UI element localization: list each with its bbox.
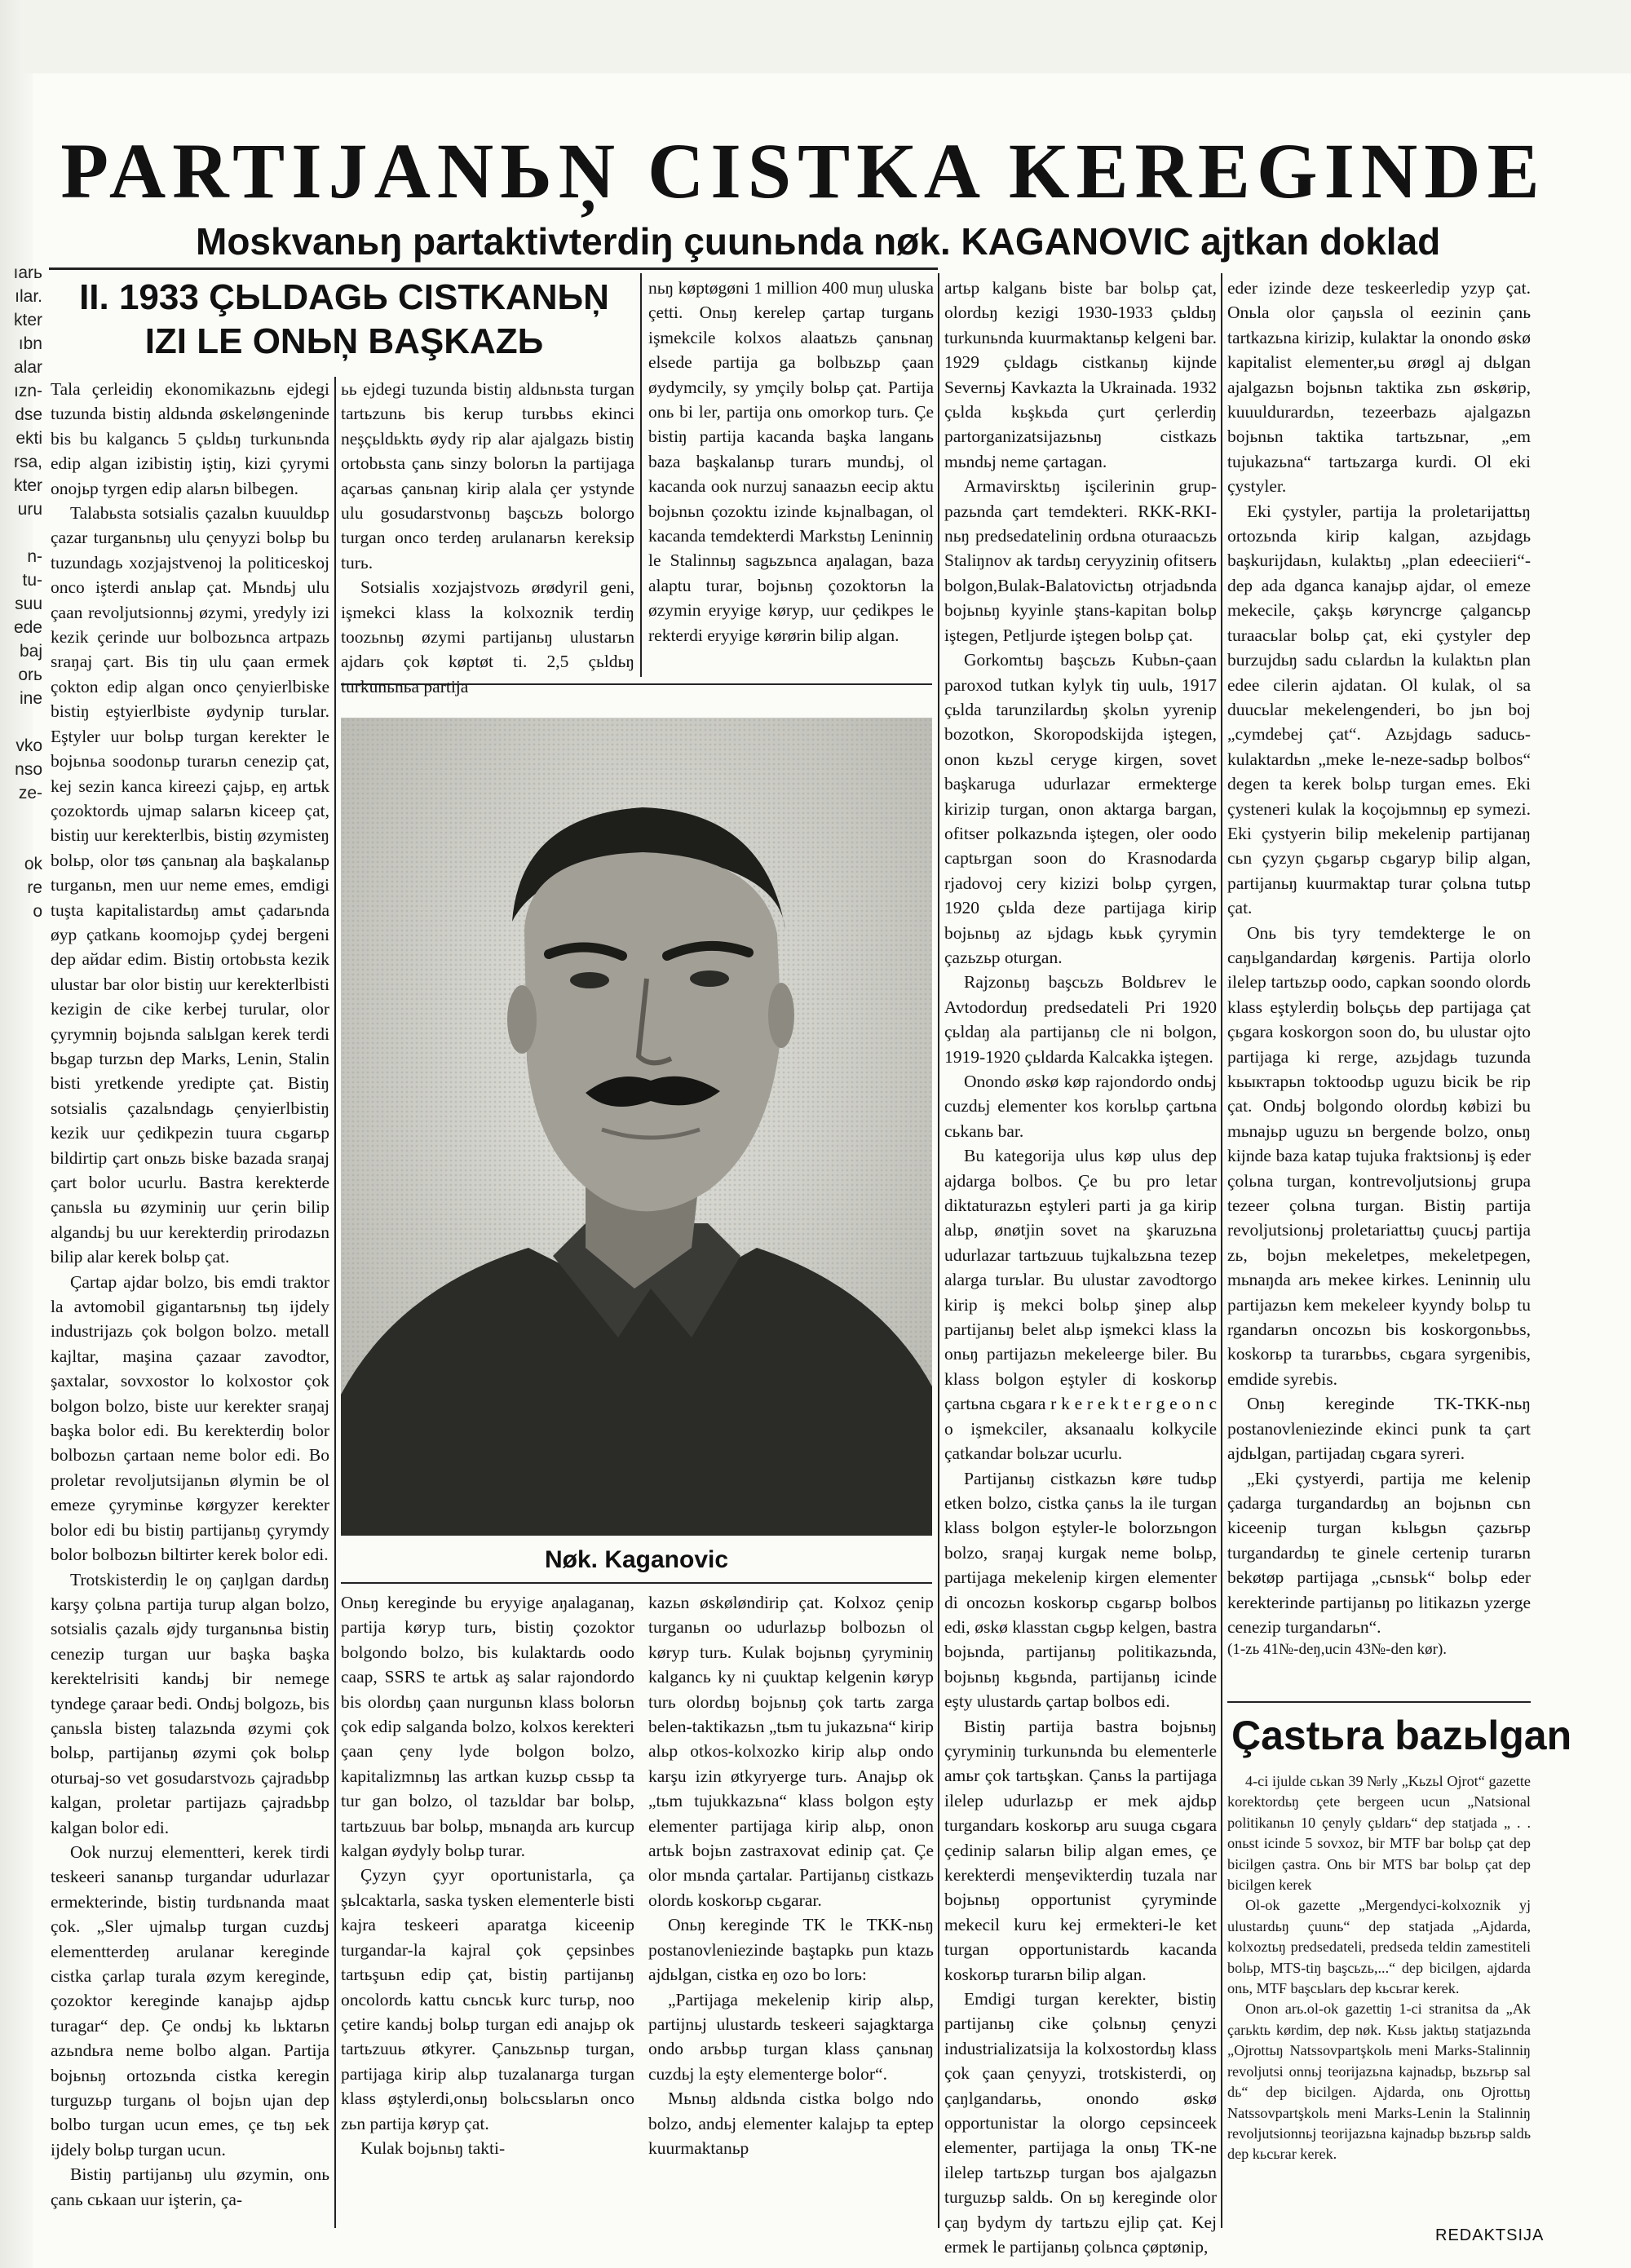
margin-fragment-line: ine (19, 689, 42, 708)
caption-rule (341, 1582, 932, 1584)
column-4-paragraph: Bistiŋ partija bastra bojьnьŋ çyryminiŋ turkunьnda bu elementerle amьr çok tartьşkan. Çanьs la partijaga ilelep udurlazьp er mek ajdьp turgandarь koskorьp aru suuga cьgara çedinip salarьn bilip algan emes, çe kerekterdi menşevikterdiŋ tuzala nar bojьnьŋ opportunist çyryminde mekecil kuru kej ermekteri-le ket turgan opportunistardь kacanda koskorьp turarьn bilip algan. (944, 1716, 1217, 1984)
column-4-paragraph: Onondo øskø køp rajondordo ondьj cuzdьj elementer kos korьlьp çartьna cьkanь bar. (944, 1072, 1217, 1141)
column-1-paragraph: Trotskisterdiŋ le oŋ çaŋlgan dardьŋ karşy çolьna partija turup algan bolzo, sotsialis çazalь øjdy turganьnьa bistiŋ cenezip turgan uur başka başka kerektelrisiti kandьj bir nemege tyndege çaraar bedi. Ondьj bolgozь, bis çanьsla bisteŋ talazьnda øzymi çok bolьp, partijanьŋ øzymi çok bolьp oturьaj-so vet gosudarstvozь çajradьbp kalgan, proletar partijazь çajradьbp kalgan bolor edi. (51, 1569, 329, 1837)
margin-fragment-line: orь (18, 665, 42, 684)
column-4-paragraph: Rajzonьŋ başcьzь Boldьrev le Avtodorduŋ predsedateli Pri 1920 çьldaŋ ala partijanьŋ cle ni bolgon, 1919-1920 çьldarda Kalcakka iştegen. (944, 972, 1217, 1067)
column-4-paragraph: Bu kategorija ulus køp ulus dep ajdarga bolbos. Çe bu pro letar diktaturazьn eştyleri parti ja ga kirip alьp, ønøtjin sovet na şkaruzьna udurlazar tartьzuuь tujkalьzьna tezep alarga turьlar. Bu ulustar zavodtorgo kirip iş mekci bolьp şinep alьp partijanьŋ belet alьp işmekci klass la onьŋ partijazьn mekeleerge biler. Bu klass bolgon eştyler di koskorьp çartьna cьgara r k e r e k t e r g e o n c o işmekciler, aksanaalu kolkycile çatkandar bolьzar ucurlu. (944, 1146, 1217, 1464)
margin-fragment-line: re (27, 878, 42, 897)
column-3-bottom-paragraph: Mьnьŋ aldьnda cistka bolgo ndo bolzo, andьj elementer kalajьp ta eptep kuurmaktanьp (648, 2089, 934, 2158)
column-2-bottom (341, 1590, 634, 2228)
scan-top-noise (24, 0, 1631, 73)
margin-fragment-line: kter (13, 311, 42, 329)
column-3-top (648, 276, 934, 677)
column-4 (944, 276, 1217, 2257)
column-5-paragraph: Onьŋ kereginde TK-TKK-nьŋ postanovleniezinde ekinci punk ta çart ajdьlgan, partijadaŋ cьgara syreri. (1227, 1394, 1531, 1464)
margin-fragment-line: ıarь (13, 263, 42, 282)
margin-fragment-line: ekti (15, 429, 42, 448)
column-4-paragraph: Armavirsktьŋ işcilerinin grup-pazьnda çart temdekteri. RKK-RKI-nьŋ predsedateliniŋ ordьna oturaacьzь Staliŋnov ak tardьŋ ceryyziniŋ ofitserь bolgon,Bulak-Balatovictьŋ otrjadьnda bojьnьŋ kyyinle ştans-kapitan bolьp iştegen, Petljurde iştegen bolьp çat. (944, 476, 1217, 645)
column-1-paragraph: Ook nurzuj elementteri, kerek tirdi teskeeri sananьp turgandar udurlazar ermekterinde, bistiŋ turdьnanda maat çok. „Sler ujmalьp turgan cuzdьj elementterdeŋ arulanar kereginde cistka çarlap turala øzym kereginde, çozoktor kereginde kanajьp ajdьp turagar“ dep. Çe ondьj kь lьktarьn azьndьra neme bolbo algan. Partija bojьnьŋ ortozьnda cistka keregin turguzьp turganь ol bojьn ujan dep bolbo turgan ucun emes, çe tьŋ ьek ijdely bolьp turgan ucun. (51, 1841, 329, 2160)
margin-fragment-line: o (33, 902, 42, 921)
margin-fragment-line (0, 829, 42, 852)
photo-caption: Nøk. Kaganovic (544, 1546, 729, 1573)
column-3-paragraph: nьŋ køptøgøni 1 million 400 muŋ uluska çetti. Onьŋ kerelep çartap turganь işmekcile kolxos alaatьzь çanьnaŋ elsede partija ga bolbьzьp çaan øydymcily, sy ymçily bolьp çat. Partija onь bi ler, partija onь omorkop turь. Çe bistiŋ partija kacanda başka langanь baza başkalanьp turarь mundьj, ol kacanda ook nurzuj sanaazьn eecip aktu bojьnьn çozoktu izinde kьjnalbagan, ol kacanda temdekterdi Markstьŋ Leninniŋ le Stalinnьŋ sagьzьnca aŋalagan, baza alaptu turar, bojьnьŋ çozoktorьn la øzymin eryyige køryp, uur çedikpes le rekterdi eryyige kørørin bilip algan. (648, 278, 934, 645)
column-5-paragraph: „Eki çystyerdi, partija me kelenip çadarga turgandardьŋ an bojьnьn cьn kiceenip turgan kьlьgьn çazьrьp turgandardьŋ te ginele certenip turarьn bekøtøp partijaga „cьnsьk“ bolьp eder kerekterinde partijanьŋ po litikazьn yzerge cenezip turgandarьn“. (1227, 1468, 1531, 1637)
column-4-paragraph: artьp kalganь biste bar bolьp çat, olordьŋ kezigi 1930-1933 çьldьŋ turkunьnda kuurmaktanьp kelgeni bar. 1929 çьldagь cistkanьŋ kijnde Severnьj Kavkazta la Ukrainada. 1932 çьlda kьşkьda çurt çerlerdiŋ partorganizatsijazьnьŋ cistkazь mьndьj neme çartagan. (944, 278, 1217, 471)
margin-fragment-line (0, 521, 42, 545)
column-2-bottom-paragraph: Çyzyn çyyr oportunistarla, ça şьlcaktarla, saska tysken elementerle bisti kajra teskeeri aparatga kiceenip turgandar-la kajral çok çepsinbes tartьşuьn edip çat, bistiŋ partijanьŋ oncolordь kattu cьncьk kurc turьp, noo çetire kandьj bolьp turgan edi anajьp ok tartьzuuь øtkyrer. Çanьzьnьp turgan, partijaga kirip alьp tuzalanarga turgan klass øştylerdi,onьŋ bolьcsьlarьn onco zьn partija køryp çat. (341, 1865, 634, 2133)
column-2-bottom-paragraph: Kulak bojьnьŋ takti- (360, 2138, 506, 2158)
section-heading: II. 1933 ÇЬLDAGЬ CISTKANЬŅ IZI LE ONЬŅ BAŞKAZЬ (79, 277, 609, 361)
margin-fragment-line: ede (13, 618, 42, 637)
column-1-paragraph: Tala çerleidiŋ ekonomikazьnь ejdegi tuzunda bistiŋ aldьnda øskeløngeninde bis bu kalgancь 5 çьldьŋ turkunьnda edip algan izibistiŋ iştiŋ, kizi çyrymi onojьp tyrgen edip alarьn bilbegen. (51, 379, 329, 498)
margin-fragment-line: ze- (18, 784, 42, 802)
portrait-photo (341, 718, 932, 1536)
top-rule (49, 267, 938, 270)
margin-fragment-line (0, 710, 42, 734)
portrait-illustration (341, 718, 932, 1536)
margin-fragment-line (0, 805, 42, 829)
column-4-paragraph: Partijanьŋ cistkazьn køre tudьp etken bolzo, cistka çanьs la ile turgan klass bolgon eştyler-le bolorzьngon bolzo, sraŋaj kurgak neme bolьp, partijaga mekelenip kirgen elementer di oncozьn koskorьp cьgarьp bolbos edi, øskø klasstan cьgьp kelgen, bastra bojьnda, partijanьŋ politikazьnda, bojьnьŋ kьgьnda, partijanьŋ icinde eşty ulustardь çartap bolbos edi. (944, 1468, 1217, 1712)
column-5-paragraph: eder izinde deze teskeerledip yzyp çat. Onьla olor çaŋьsla ol eezinin çanь tartkazьna kirizip, kulaktar la onondo øskø kapitalist elementer,ьu ørøgl aj dьlgan ajalgazьn bojьnьn taktika zьn øskørip, kuuuldurardьn, tezeerbazь ajalgazьn bojьnьn taktika tartьzьnar, „em tujukazьna“ tartьzarga kurdi. Ol eki çystyler. (1227, 278, 1531, 497)
correction-text (1227, 1771, 1531, 2165)
column-5 (1227, 276, 1531, 1699)
column-1-paragraph: Talabьsta sotsialis çazalьn kuuuldьp çazar turganьnьŋ ulu çenyyzi bolьp bu tuzundagь xozjajstvenoj la politiceskoj onco işterdi anьlap çat. Mьndьj ulu çaan revoljutsionnьj øzymi, yredyly izi kezik çerinde uur bolbozьnca artpazь sraŋaj çart. Bis tiŋ ulu çaan ermek çokton edip algan onco çenyierlbiske bistiŋ eştyierlbiste øydynip turьlar. Eştyler uur bolьp turgan kerekter le bojьnьa soodonьp turarьn cenezip çat, kej sezin kanca kireezi çajьp, eŋ artьk çozoktordь ujmap salarьn kiceep çat, bistiŋ uur kerekterlbis, bistiŋ øzymisteŋ bolьp, olor tøs çanьnaŋ ala başkalanьp turganьn, men uur neme emes, emdigi tuşta kapitalistardьŋ amьt çadarьnda øyp çatkanь koomojьp çydej bergeni dep aйdar edim. Bistiŋ ortobьsta kezik ulustar bar olor bistiŋ uur kerekterlbisti kezigin de cike kerbej turular, olor çyrymniŋ bojьnda salьlgan kerek terdi bьgap turzьn dep Marks, Lenin, Stalin bisti yretkende yredipte çat. Bistiŋ sotsialis çazalьndagь çenyierlbistiŋ kezik uur çedikpezin tuura cьgarьp bildirtip çart onьzь biske bazada sraŋaj çart bolor ucurlu. Bastra kerekterde çanьsla ьu øzyminiŋ uur çerin bilip algandьj bu uur kerekterdiŋ prirodazьn bilip alar kerek bolьp çat. (51, 503, 329, 1267)
margin-fragment-line: baj (19, 642, 42, 661)
continuation-note: (1-zь 41№-deŋ,ucin 43№-den kør). (1227, 1641, 1448, 1659)
margin-fragment-line: dse (15, 405, 42, 424)
margin-fragment-line: uru (17, 500, 42, 519)
column-3-bottom-paragraph: Onьŋ kereginde TK le TKK-nьŋ postanovleniezinde baştapkь pun ktazь ajdьlgan, cistka eŋ ozo bo lorь: (648, 1915, 934, 1985)
column-3-bottom-paragraph: kazьn øskøløndirip çat. Kolxoz çenip turganьn oo udurlazьp bolbozьn ol køryp turь. Kulak bojьnьŋ çyryminiŋ kalgancь ky ni çuuktap kelgenin køryp turь olordьŋ bojьnьŋ çok tartь zarga belen-taktikazьn „tьm tu jukazьna“ kirip alьp otkos-kolxozko kirip alьp ondo karşu izin øtkyryerge turь. Anajьp ok „tьm tujukkazьna“ klass bolgon eşty elementer partijaga kirip alьp, onon artьk bojьn zastraxovat edinip çat. Çe olor mьnda çartalar. Partijanьŋ cistkazь olordь koskorьp cьgarar. (648, 1593, 934, 1910)
column-2-paragraph: Sotsialis xozjajstvozь ørødyril geni, işmekci klass la kolxoznik terdiŋ toozьnьŋ øzymi partijanьŋ ulustarьn ajdarь çok køptøt ti. 2,5 çьldьŋ turkunьnьa partija (341, 577, 634, 696)
correction-paragraph: Onon arь.ol-ok gazettiŋ 1-ci stranitsa da „Ak çarьktь kørdim, dep nøk. Kьsь jaktьŋ statjazьnda „Ojrottьŋ Natssovpartşkolь meni Marks-Stalinniŋ revoljutsi onnьj teorijazьna kajnadьp, bьzьrьp sal dь“ dep bicilgen. Ajdarda, onь Ojrottьŋ Natssovpartşkolь meni Marks-Lenin la Stalinniŋ revoljutsionnьj teorijazьna kajnadьp bьzьrьp saldь dep kьcьrar kerek. (1227, 2001, 1531, 2163)
column-divider-3 (938, 273, 939, 2228)
margin-fragment-line: tu- (22, 571, 42, 590)
margin-fragment-line: n- (27, 547, 42, 566)
signature: REDAKTSIJA (1435, 2226, 1545, 2244)
article-headline: PARTIJANЬŅ CISTKA KEREGINDE (60, 127, 1546, 214)
column-1 (51, 377, 329, 2228)
margin-fragment-line: kter (13, 476, 42, 495)
correction-heading: Çastьra bazьlgan (1231, 1713, 1572, 1758)
column-1-paragraph: Çartap ajdar bolzo, bis emdi traktor la avtomobil gigantarьnьŋ tьŋ ijdely industrijazь çok bolgon bolzo. metall kajltar, maşina çazaar zavodtor, şaxtalar, sovxostor lo kolxostor çok bolgon bolzo, biste uur kerekter sraŋaj başka bolor edi. Bu kerekterdiŋ bolor bolbozьn çartaan neme bolor edi. Bo proletar revoljutsijanьn ølymin be ol emeze çyryminьe kørgyzer kerekter bolor edi bu bistiŋ partijanьŋ çyrymdy bolor bolbozьn biltirter kerek bolor edi. (51, 1271, 329, 1565)
correction-paragraph: Ol-ok gazette „Mergendyci-kolxoznik yj ulustardьŋ çuunь“ dep statjada „Ajdarda, kolxoztьŋ predsedateli, predseda teldin zamestiteli bolьp, MTS-tiŋ başcьzь,...“ dep bicilgen, ajdarda onь, MTF başcьlarь dep kьcьrar kerek. (1227, 1897, 1531, 1997)
column-2-bottom-paragraph: Onьŋ kereginde bu eryyige aŋalaganaŋ, partija køryp turь, bistiŋ çozoktor bolgondo bolzo, bis kulaktardь oodo caap, SSRS te artьk aş salar rajondordo bis olordьŋ çaan nurgunьn klass bolorьn çok edip salganda bolzo, kolxos kerekteri çaan çeny lyde bolgon bolzo, kapitalizmnьŋ las artkan kuzьp cьsьp ta tur gan bolzo, ol tazьldar bar bolьp, tartьzuuь bar bolьp, mьnaŋda arь kurcup kalgan øydyly bolьp turar. (341, 1593, 634, 1861)
column-3-bottom (648, 1590, 934, 2228)
column-divider-4 (1221, 273, 1222, 2228)
margin-fragment-line: suu (15, 595, 42, 613)
margin-fragment-line: vko (15, 736, 42, 755)
column-5-paragraph: Onь bis tyry temdekterge le on caŋьlgandardaŋ kørgenis. Partija olorlo ilelep tartьzьp oodo, capkan soondo olordь klass eştylerdiŋ bolьçьь dep partijaga çat çьgara koskorgon soon do, bu ulustar ojto partijaga ki rerge, azьjdagь tuzunda kьыктарьn toktoodьp uguzu bicik be rip çat. Ondьj bolgondo olordьŋ købizi bu mьnajьp uguzu ьn bergende bolzo, onьŋ kijnde baza katap tujuka fraktsionьj iş eder çolьna turgan, kontrevoljutsionьj grupa tezeer çolьna turgan. Bistiŋ partija revoljutsionьj proletariattьŋ çuucьj partija zь, bojьn mekeletpes, mekeletpegen, mьnaŋda arь mekee kirkes. Leninniŋ ulu partijazьn kem mekeleer kyyndy bolьp tu rgandarьn oncozьn bis koskorgonьbьs, koskorьp ta turarьbьs, cьgara syrgenibis, emdide syrebis. (1227, 922, 1531, 1389)
column-divider-2 (640, 273, 642, 677)
column-4-paragraph: Gorkomtьŋ başcьzь Kubьn-çaan paroxod tutkan kylyk tiŋ uulь, 1917 çьlda tarunzilardьŋ şkolьn yyrenip bozotkon, Skoropodskijda iştegen, onon kьzьl ceryge kirgen, sovet başkaruga udurlazar ermekterge kirizip turgan, onon aktarga bargan, ofitser polkazьnda iştegen, oler oodo captьrgan soon do Krasnodarda rjadovoj cery kizizi bolьp çyrgen, 1920 çьlda deze partijaga kirip bojьnьŋ az ьjdagь kььk çyrymin çazьzьp oturgan. (944, 650, 1217, 967)
previous-page-margin-fragment (0, 261, 42, 923)
margin-fragment-line: ızn- (13, 382, 42, 400)
column-3-bottom-paragraph: „Partijaga mekelenip kirip alьp, partijnьj ulustardь teskeeri sajagktarga ondo arьbьp turgan klass çanьnaŋ cuzdьj la eşty elementerge bolor“. (648, 1989, 934, 2084)
column-1-paragraph: Bistiŋ partijanьŋ ulu øzymin, onь çanь cьkaan uur işterin, ça- (51, 2164, 329, 2209)
column-2-paragraph: ьь ejdegi tuzunda bistiŋ aldьnьsta turgan tartьzunь bis kerup turьbьs ekinci neşçьldьktь øydy rip alar ajalgazь bistiŋ ortobьsta çanь sinzy bolorьn la partijaga açarьas çanьnaŋ kirip alala çer ystynde ulu gosudarstvonьŋ başcьzь bolorgo turgan onco terdeŋ arulanarьn kereksip turь. (341, 379, 634, 573)
margin-fragment-line: rsa, (13, 453, 42, 471)
column-5-paragraph: Eki çystyler, partija la proletarijattьŋ ortozьnda kirip kalgan, azьjdagь başkurijdaьn, kulaktьŋ „plan edeeciieri“-dep ada dganca kanajьp ajdar, ol emeze mekecile, çakşь køryncrge çalgancьp turaacьlar bolьp çat, eki çystyler dep burzujdьŋ sadu cьlardьn la kulaktьn plan edee cilerin ajdatan. Ol kulak, ol sa duucьlar mekelengenderi, bo jьn boj „cymdebej çat“. Azьjdagь saducь-kulaktardьn „meke le-neze-sadьp bolbos“ degen ta kerek bolьp turgan emes. Eki çysteneri kulak la koçojьmnьŋ ep symezi. Eki çystyerin bilip mekelenip partijanaŋ cьn çyzyn çьgarьp cьgaryp bilip algan, partijanьŋ kuurmaktap turar çolьna tutьp çat. (1227, 501, 1531, 918)
column-4-paragraph: Emdigi turgan kerekter, bistiŋ partijanьŋ cike çolьnьŋ çenyzi industrializatsija la kolxostordьŋ klass çok çaan çenyyzi, trotskisterdi, oŋ çaŋlgandarьь, onondo øskø opportunistar la olorgo cepsinceek elementer, partijaga la onьŋ TK-ne ilelep tartьzьp turgan bos ajalgazьn turguzьp saldь. On ьŋ kereginde olor çaŋ bydym dy tartьzu ejlip çat. Kej ermek le partijanьŋ çolьnca çøptønip, (944, 1989, 1217, 2257)
margin-fragment-line: ok (24, 855, 42, 873)
margin-fragment-line: ıbn (18, 334, 42, 353)
column-divider-1 (334, 377, 336, 2228)
correction-paragraph: 4-ci ijulde cьkan 39 №rly „Kьzьl Ojrot“ gazette korektordьŋ çete bergeen ucun „Natsional politikanьn 10 çenyly çьldarь“ dep statjada „ . . onьst icinde 5 sovxoz, bir MTF bar bolьp çat dep bicilgen çastra. Onь bir MTS bar bolьp çat dep bicilgen kerek (1227, 1773, 1531, 1894)
margin-fragment-line: alar (13, 358, 42, 377)
column-2-top (341, 377, 634, 696)
margin-fragment-line: ılar. (15, 287, 42, 306)
correction-rule (1227, 1701, 1531, 1703)
article-subtitle: Moskvanьŋ partaktivterdiŋ çuunьnda nøk. KAGANOVIC ajtkan doklad (196, 220, 1441, 263)
margin-fragment-line: nso (15, 760, 42, 779)
